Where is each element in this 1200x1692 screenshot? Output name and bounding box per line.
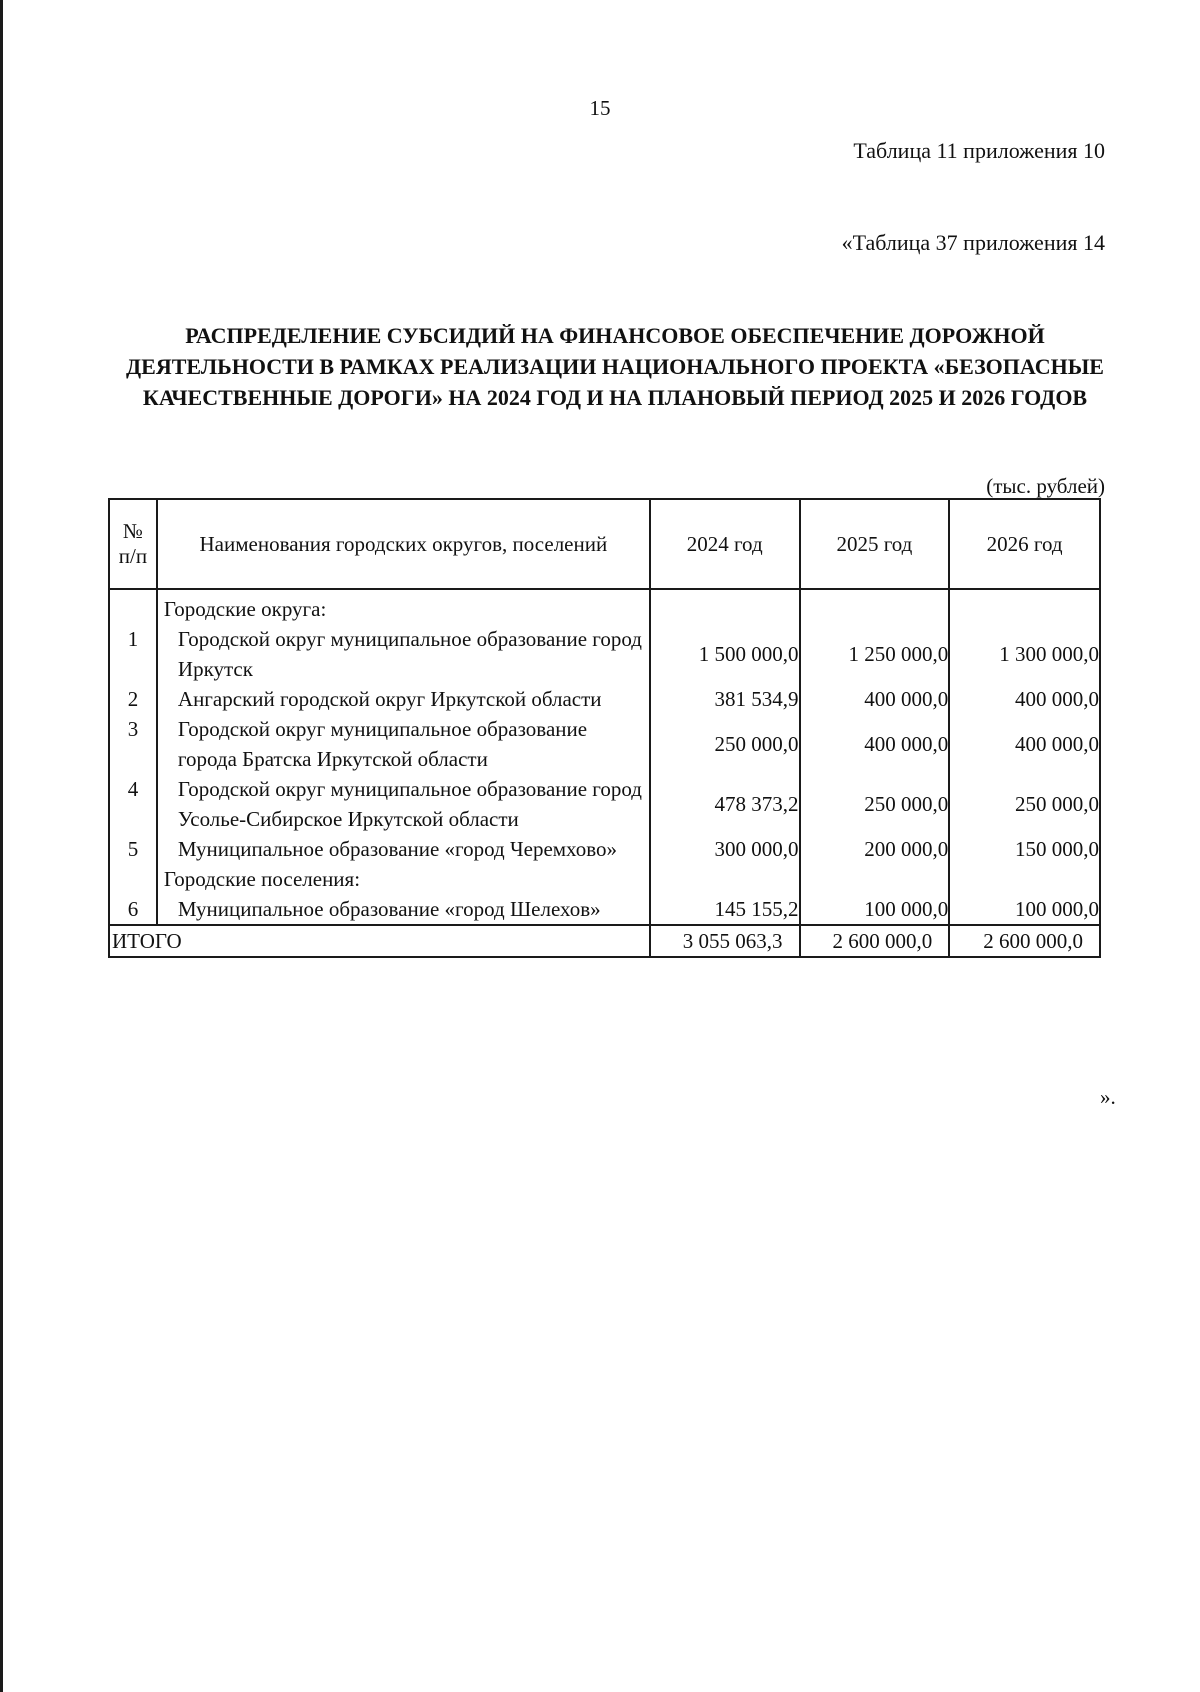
row-num: 2 <box>109 684 157 714</box>
table-row <box>109 834 1100 864</box>
header-num: № п/п <box>109 499 157 589</box>
subsidy-table <box>108 498 1101 958</box>
table-row <box>109 774 1100 834</box>
header-2026: 2026 год <box>949 499 1100 589</box>
row-num: 3 <box>109 714 157 774</box>
table-row <box>109 894 1100 925</box>
row-num: 1 <box>109 624 157 684</box>
page-edge-line <box>0 0 3 1692</box>
row-2025: 1 250 000,0 <box>800 624 950 684</box>
row-num: 5 <box>109 834 157 864</box>
row-name: Городской округ муниципальное образование города Братска Иркутской области <box>157 714 650 774</box>
table-row <box>109 684 1100 714</box>
units-note: (тыс. рублей) <box>986 474 1105 498</box>
quoted-table-reference: «Таблица 37 приложения 14 <box>841 230 1105 255</box>
total-2025: 2 600 000,0 <box>800 925 950 957</box>
table-reference: Таблица 11 приложения 10 <box>853 138 1105 163</box>
row-2024: 145 155,2 <box>650 894 800 925</box>
row-2026: 250 000,0 <box>949 774 1100 834</box>
group-row-urban-districts <box>109 589 1100 624</box>
total-2026: 2 600 000,0 <box>949 925 1100 957</box>
document-title: РАСПРЕДЕЛЕНИЕ СУБСИДИЙ НА ФИНАНСОВОЕ ОБЕСПЕЧЕНИЕ ДОРОЖНОЙ ДЕЯТЕЛЬНОСТИ В РАМКАХ РЕАЛИЗАЦИИ НАЦИОНАЛЬНОГО ПРОЕКТА «БЕЗОПАСНЫЕ КАЧЕСТВЕННЫЕ ДОРОГИ» НА 2024 ГОД И НА ПЛАНОВЫЙ ПЕРИОД 2025 И 2026 ГОДОВ <box>126 323 1104 410</box>
header-2025: 2025 год <box>800 499 950 589</box>
row-2025: 250 000,0 <box>800 774 950 834</box>
row-2024: 250 000,0 <box>650 714 800 774</box>
row-2026: 400 000,0 <box>949 714 1100 774</box>
header-name: Наименования городских округов, поселений <box>157 499 650 589</box>
page-number: 15 <box>589 96 611 120</box>
group-row-urban-settlements <box>109 864 1100 894</box>
row-2025: 400 000,0 <box>800 714 950 774</box>
row-2024: 478 373,2 <box>650 774 800 834</box>
group-label: Городские поселения: <box>157 864 650 894</box>
row-2026: 150 000,0 <box>949 834 1100 864</box>
total-label: ИТОГО <box>109 925 650 957</box>
row-2025: 200 000,0 <box>800 834 950 864</box>
row-name: Муниципальное образование «город Шелехов» <box>157 894 650 925</box>
row-2025: 100 000,0 <box>800 894 950 925</box>
total-row <box>109 925 1100 957</box>
row-2025: 400 000,0 <box>800 684 950 714</box>
row-num: 4 <box>109 774 157 834</box>
row-2026: 400 000,0 <box>949 684 1100 714</box>
group-label: Городские округа: <box>157 589 650 624</box>
row-name: Городской округ муниципальное образование город Иркутск <box>157 624 650 684</box>
total-2024: 3 055 063,3 <box>650 925 800 957</box>
header-2024: 2024 год <box>650 499 800 589</box>
table-row <box>109 714 1100 774</box>
row-2024: 300 000,0 <box>650 834 800 864</box>
row-name: Городской округ муниципальное образование город Усолье-Сибирское Иркутской области <box>157 774 650 834</box>
row-2026: 100 000,0 <box>949 894 1100 925</box>
row-2024: 381 534,9 <box>650 684 800 714</box>
closing-quote: ». <box>1100 1085 1116 1109</box>
row-name: Муниципальное образование «город Черемхово» <box>157 834 650 864</box>
row-2024: 1 500 000,0 <box>650 624 800 684</box>
table-header-row <box>109 499 1100 589</box>
row-num: 6 <box>109 894 157 925</box>
table-row <box>109 624 1100 684</box>
row-name: Ангарский городской округ Иркутской области <box>157 684 650 714</box>
row-2026: 1 300 000,0 <box>949 624 1100 684</box>
